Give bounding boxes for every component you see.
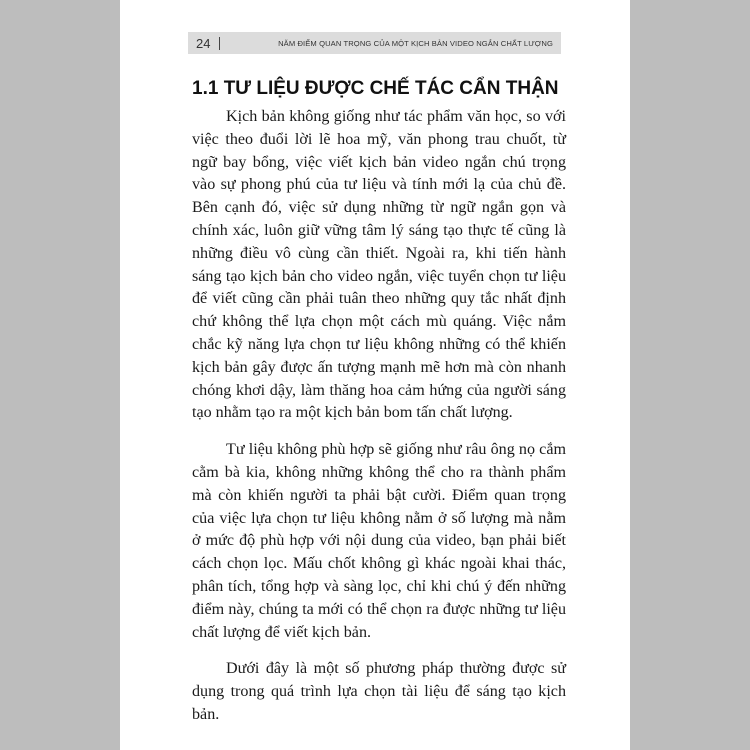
running-title: NĂM ĐIỂM QUAN TRỌNG CỦA MỘT KỊCH BẢN VIDEO NGẮN CHẤT LƯỢNG	[278, 38, 553, 48]
paragraph: Dưới đây là một số phương pháp thường được sử dụng trong quá trình lựa chọn tài liệu để sáng tạo kịch bản.	[192, 660, 566, 723]
page-number: 24	[196, 35, 211, 51]
book-page	[120, 0, 630, 750]
header-divider	[219, 37, 220, 50]
paragraph: Kịch bản không giống như tác phẩm văn học, so với việc theo đuổi lời lẽ hoa mỹ, văn phong trau chuốt, từ ngữ bay bổng, việc viết kịch bản video ngắn chú trọng vào sự phong phú của tư liệu và tính mới lạ của chủ đề. Bên cạnh đó, việc sử dụng những từ ngữ ngắn gọn và chính xác, luôn giữ vững tâm lý sáng tạo thực tế cũng là những điều vô cùng cần thiết. Ngoài ra, khi tiến hành sáng tạo kịch bản cho video ngắn, việc tuyển chọn tư liệu để viết cũng cần phải tuân theo những quy tắc nhất định chứ không thể lựa chọn một cách mù quáng. Việc nắm chắc kỹ năng lựa chọn tư liệu không những có thể khiến kịch bản gây được ấn tượng mạnh mẽ hơn mà còn nhanh chóng khơi dậy, làm thăng hoa cảm hứng của người sáng tạo nhằm tạo ra một kịch bản bom tấn chất lượng.	[192, 108, 566, 422]
running-header	[188, 32, 561, 54]
section-title: 1.1 TƯ LIỆU ĐƯỢC CHẾ TÁC CẨN THẬN	[192, 78, 559, 99]
body-text	[192, 106, 566, 741]
paragraph: Tư liệu không phù hợp sẽ giống như râu ông nọ cắm cằm bà kia, không những không thể cho ra thành phẩm mà còn khiến người ta phải bật cười. Điểm quan trọng của việc lựa chọn tư liệu không nằm ở số lượng mà nằm ở mức độ phù hợp với nội dung của video, bạn phải biết cách chọn lọc. Mấu chốt không gì khác ngoài khai thác, phân tích, tổng hợp và sàng lọc, chỉ khi chú ý đến những điểm này, chúng ta mới có thể chọn ra được những tư liệu chất lượng để viết kịch bản.	[192, 441, 566, 641]
